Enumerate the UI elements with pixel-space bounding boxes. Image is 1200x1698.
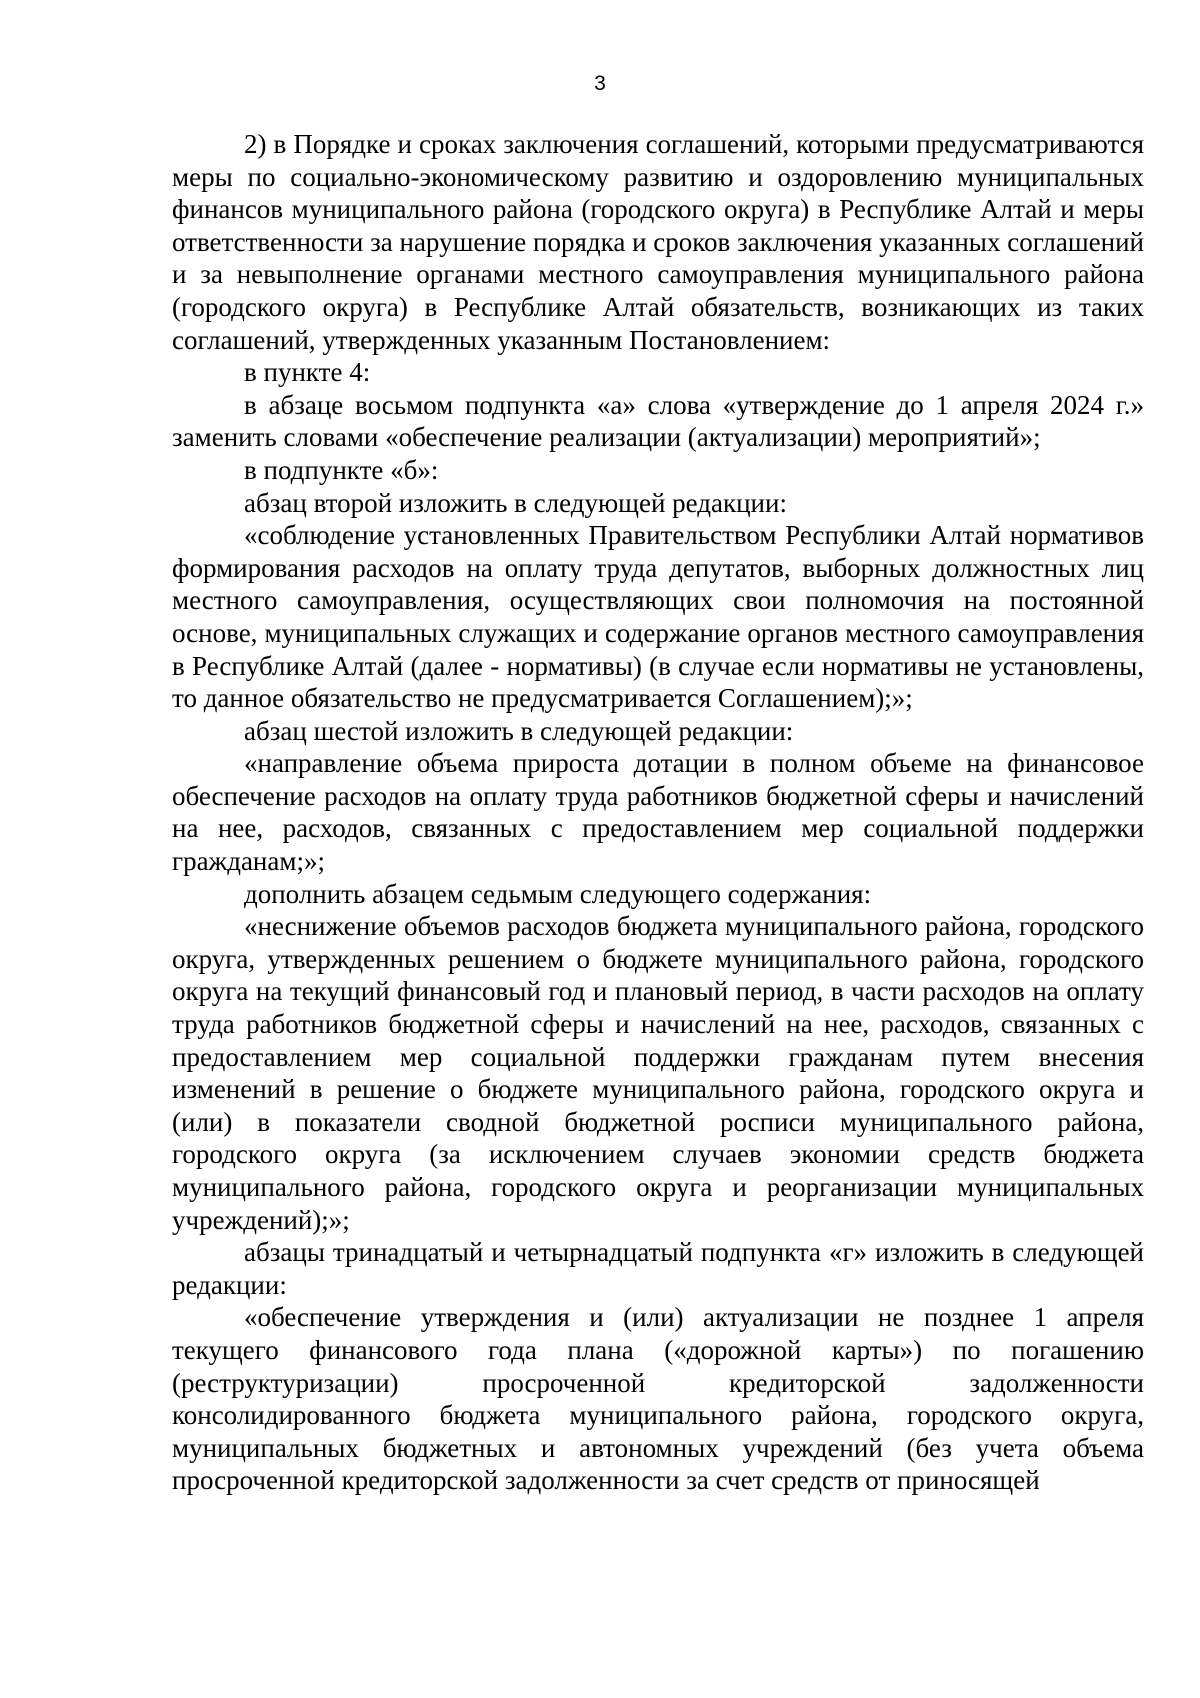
page-number: 3 [594, 72, 606, 95]
paragraph-amendment-2: 2) в Порядке и сроках заключения соглашений, которыми предусматриваются меры по социально-экономическому развитию и оздоровлению муниципальных финансов муниципального района (городского округа) в Республике Алтай и меры ответственности за нарушение порядка и сроков заключения указанных соглашений и за невыполнение органами местного самоуправления муниципального района (городского округа) в Республике Алтай обязательств, возникающих из таких соглашений, утвержденных указанным Постановлением: [172, 129, 1144, 355]
document-body [172, 128, 1144, 1497]
paragraph-seventh-abzac-text: «неснижение объемов расходов бюджета муниципального района, городского округа, утвержденных решением о бюджете муниципального района, городского округа на текущий финансовый год и плановый период, в части расходов на оплату труда работников бюджетной сферы и начислений на нее, расходов, связанных с предоставлением мер социальной поддержки гражданам путем внесения изменений в решение о бюджете муниципального района, городского округа и (или) в показатели сводной бюджетной росписи муниципального района, городского округа (за исключением случаев экономии средств бюджета муниципального района, городского округа и реорганизации муниципальных учреждений);»; [172, 911, 1144, 1235]
paragraph-seventh-abzac-intro: дополнить абзацем седьмым следующего содержания: [244, 878, 872, 909]
paragraph-subpoint-a: в абзаце восьмом подпункта «а» слова «утверждение до 1 апреля 2024 г.» заменить словами «обеспечение реализации (актуализации) мероприятий»; [172, 389, 1144, 453]
paragraph-second-abzac-intro: абзац второй изложить в следующей редакции: [244, 487, 787, 518]
paragraph-sixth-abzac-text: «направление объема прироста дотации в полном объеме на финансовое обеспечение расходов на оплату труда работников бюджетной сферы и начислений на нее, расходов, связанных с предоставлением мер социальной поддержки гражданам;»; [172, 748, 1144, 877]
paragraph-subpoint-g-text: «обеспечение утверждения и (или) актуализации не позднее 1 апреля текущего финансового года плана («дорожной карты») по погашению (реструктуризации) просроченной кредиторской задолженности консолидированного бюджета муниципального района, городского округа, муниципальных бюджетных и автономных учреждений (без учета объема просроченной кредиторской задолженности за счет средств от приносящей [172, 1302, 1144, 1496]
paragraph-subpoint-g-intro: абзацы тринадцатый и четырнадцатый подпункта «г» изложить в следующей редакции: [172, 1237, 1144, 1300]
paragraph-subpoint-b: в подпункте «б»: [244, 454, 439, 485]
paragraph-sixth-abzac-intro: абзац шестой изложить в следующей редакции: [244, 715, 794, 746]
paragraph-second-abzac-text: «соблюдение установленных Правительством Республики Алтай нормативов формирования расходов на оплату труда депутатов, выборных должностных лиц местного самоуправления, осуществляющих свои полномочия на постоянной основе, муниципальных служащих и содержание органов местного самоуправления в Республике Алтай (далее - нормативы) (в случае если нормативы не установлены, то данное обязательство не предусматривается Соглашением);»; [172, 520, 1144, 714]
paragraph-point-4: в пункте 4: [244, 357, 371, 388]
